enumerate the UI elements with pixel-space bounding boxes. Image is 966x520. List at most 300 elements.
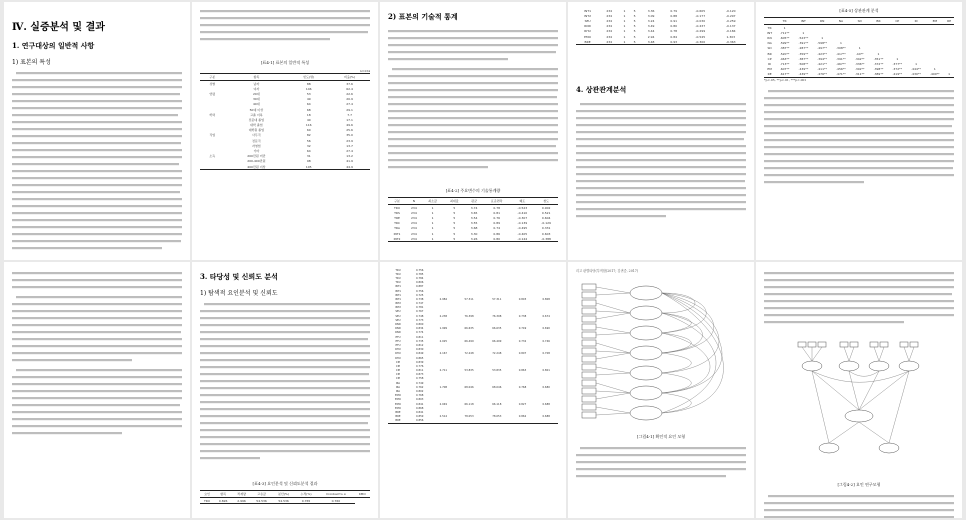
table-cell: 0.74 <box>493 226 501 231</box>
page-2 <box>192 2 378 260</box>
table-cell: 66.635 <box>464 327 474 331</box>
table-cell: 0.781 <box>416 306 424 310</box>
table-cell: 1 <box>431 210 434 215</box>
table-header-row <box>200 74 370 81</box>
table-cell: EFU <box>395 339 401 343</box>
table-cell: TRU <box>395 276 401 280</box>
table-caption: [표4-2] 주요변수의 기술통계량 <box>445 188 501 193</box>
table-cell: 0.841 <box>416 410 424 414</box>
figure-intro: 리고 판별타당(부적합)2017; 김귀중, 2017) <box>576 269 639 273</box>
table-cell: TRU <box>395 272 401 276</box>
table-cell: CPI <box>395 369 401 373</box>
table-cell: EFU <box>395 335 401 339</box>
table-cell: SEU <box>395 314 401 318</box>
table-cell: 0.839 <box>416 360 424 364</box>
table-cell: .351** <box>873 56 884 61</box>
table-cell: .471** <box>832 72 851 78</box>
table-cell: RHU <box>584 29 591 34</box>
table-row <box>576 39 746 45</box>
table-cell: .713** <box>779 61 790 66</box>
table-cell: .308** <box>836 46 846 51</box>
table-footnote: *p<.05, **p<.01, ***p<.001 <box>764 77 807 82</box>
table-cell: 0.808 <box>542 297 550 301</box>
table-cell: 44.9 <box>329 164 370 170</box>
table-cell: 1 <box>431 226 434 231</box>
table-cell: .599** <box>779 41 790 46</box>
table-cell: 400만원 이상 <box>224 164 288 170</box>
table-header-cell: RE <box>944 18 954 25</box>
table-cell: 1 <box>858 46 861 51</box>
table-cell: TRU <box>393 205 401 210</box>
table-cell: 0.887 <box>416 285 424 289</box>
table-cell: 0.690 <box>542 327 550 331</box>
table-cell: .377** <box>892 61 903 66</box>
table-cell: 27.4 <box>346 102 353 107</box>
table-cell: 0.862 <box>518 415 527 419</box>
table-cell: -0.495 <box>517 226 528 231</box>
table-cell: 0.803 <box>518 297 527 301</box>
table-cell: .342** <box>854 56 865 61</box>
table-cell: 3.48 <box>640 39 663 45</box>
table-cell: 0.767 <box>416 310 424 314</box>
table-cell: 5 <box>630 39 640 45</box>
table-header-cell: 비율(%) <box>329 74 370 81</box>
table-cell: .287** <box>798 46 809 51</box>
table-cell: RN <box>767 35 772 40</box>
table-cell: 학력 <box>209 112 216 117</box>
table-cell: 0.80 <box>670 24 678 29</box>
text-block <box>200 301 370 471</box>
text-block <box>388 28 558 178</box>
indicator-boxes <box>582 284 596 418</box>
table-cell: 0.826 <box>214 498 232 504</box>
table-cell: 1 <box>431 231 434 236</box>
table-cell: CPI <box>395 364 401 368</box>
table-cell: 68.046 <box>464 385 474 389</box>
table-cell: 0.708 <box>542 352 550 356</box>
table-cell: 1 <box>623 29 626 34</box>
table-cell: 78.053 <box>492 415 502 419</box>
table-cell: INT2 <box>394 306 401 310</box>
table-cell: .430** <box>907 72 926 78</box>
table-cell: 5 <box>453 221 456 226</box>
table-cell: 성별 <box>209 81 216 86</box>
page-6 <box>4 262 190 518</box>
table-cell: 13.2 <box>346 154 353 159</box>
table-cell: -0.120 <box>725 8 736 13</box>
table-cell: .398** <box>873 67 884 72</box>
table-cell: 5 <box>453 205 456 210</box>
table-cell: .463** <box>779 56 790 61</box>
table-cell: 0.81 <box>493 210 501 215</box>
table-cell: 1 <box>431 205 434 210</box>
table-cell: 0.756 <box>416 268 424 272</box>
table-cell: 0.738 <box>416 297 424 301</box>
table-cell: 2.94 <box>647 34 655 39</box>
table-cell: EMO <box>395 402 401 406</box>
table-body <box>388 205 558 242</box>
table-header-cell: N <box>406 198 422 205</box>
table-cell: SEU <box>584 18 591 23</box>
table-cell: TRU <box>395 268 401 272</box>
table-cell: 전문대 졸업 <box>248 117 265 122</box>
table-cell: 0.84 <box>670 34 678 39</box>
table-cell: 234 <box>411 215 417 220</box>
table-cell: .456** <box>836 67 846 72</box>
table-cell: 1 <box>619 39 629 45</box>
table-cell: 2.514 <box>439 415 448 419</box>
table-cell: .423** <box>817 51 827 56</box>
section-heading: 2) 표본의 기술적 통계 <box>388 12 458 21</box>
table-cell: .421** <box>817 61 827 66</box>
table-header-cell: Cronbach's α <box>317 491 354 498</box>
table-cell: 22.6 <box>346 91 353 96</box>
table-cell: 32 <box>306 143 311 148</box>
top-indicators <box>798 342 918 347</box>
table-cell: 0.865 <box>416 356 424 360</box>
table-cell: -0.259 <box>725 18 736 23</box>
table-cell: BRE <box>576 39 599 45</box>
table-body <box>576 8 746 45</box>
table-cell: 27.4 <box>346 149 353 154</box>
table-cell: 0.849 <box>416 352 424 356</box>
table-cell: 0.873 <box>416 373 424 377</box>
table-cell: 66.118 <box>492 402 502 406</box>
page-4 <box>568 2 754 260</box>
table-cell: 2.049 <box>439 402 448 406</box>
text-block <box>576 443 746 483</box>
table-header-cell: 왜도 <box>511 198 535 205</box>
table-cell: 98 <box>306 159 311 164</box>
table-cell: 56 <box>306 138 311 143</box>
table-cell: 5 <box>633 34 636 39</box>
table-cell: .44** <box>855 51 864 56</box>
table-cell: 1 <box>839 41 842 46</box>
table-cell: -0.030 <box>695 18 706 23</box>
table-cell: 200-400만원 <box>247 159 266 164</box>
table-cell: 53.835 <box>492 369 502 373</box>
table-cell: 5 <box>633 29 636 34</box>
table-cell: .391** <box>798 41 809 46</box>
table-cell: CPI <box>395 377 401 381</box>
table-cell: 2.025 <box>439 339 448 343</box>
table-cell: 3.30 <box>470 231 478 236</box>
page-5 <box>756 2 962 260</box>
table-cell: 0.680 <box>542 385 550 389</box>
table-body <box>200 498 370 504</box>
table-cell: 연령 <box>209 91 216 96</box>
table-cell: 0.768 <box>416 394 424 398</box>
table-cell: CP <box>767 56 772 61</box>
table-header-cell: 요인 <box>200 491 214 498</box>
page-10 <box>756 262 962 518</box>
table-cell: 1 <box>623 8 626 13</box>
table-cell: .598** <box>817 41 827 46</box>
table-cell: 0.841 <box>416 402 424 406</box>
table-cell: 0.776 <box>416 364 424 368</box>
table-cell: 2.996 <box>232 498 250 504</box>
table-cell: 31 <box>306 154 311 159</box>
table-header-cell: EM <box>925 18 944 25</box>
table-cell: 53 <box>306 91 311 96</box>
text-block <box>764 82 954 192</box>
table-cell: 0.807 <box>518 352 527 356</box>
table-cell: 0.749 <box>518 327 527 331</box>
table-cell: 3.24 <box>647 18 655 23</box>
table-cell: -0.139 <box>517 221 528 226</box>
table-cell: 남자 <box>253 81 260 86</box>
table-cell: 1 <box>623 24 626 29</box>
table-cell: 30대 <box>253 97 260 102</box>
table-cell: 234 <box>411 226 417 231</box>
table-cell: BRE <box>388 419 408 424</box>
table-cell: SEU <box>395 318 401 322</box>
table-cell: BRE <box>395 410 401 414</box>
table-cell: 49 <box>306 97 311 102</box>
table-cell <box>534 419 558 424</box>
table-cell: .394** <box>817 56 827 61</box>
table-cell: 234 <box>411 221 417 226</box>
table-cell: 1 <box>896 56 899 61</box>
table-header-cell: 최대값 <box>444 198 466 205</box>
page-8 <box>380 262 566 518</box>
table-header-cell: NA <box>832 18 851 25</box>
table-cell: 2.711 <box>439 369 448 373</box>
table-cell: 0.603 <box>541 231 551 236</box>
table-cell: 20대 <box>253 91 260 96</box>
table-cell: 자영업 <box>252 143 261 148</box>
table-cell: .302** <box>854 67 865 72</box>
table-cell: 0.760 <box>317 498 354 504</box>
table-cell: EFU <box>395 343 401 347</box>
page-3 <box>380 2 566 260</box>
table-cell: RI <box>768 61 772 66</box>
table-cell: IRA <box>395 385 401 389</box>
table-cell: 66.635 <box>492 327 502 331</box>
table-cell: -0.405 <box>517 231 528 236</box>
table-cell: 5 <box>633 13 636 18</box>
table-body <box>200 81 370 170</box>
table-header-cell: KMO <box>355 491 370 498</box>
table-header-cell: 표준편차 <box>483 198 511 205</box>
table-cell: 40 <box>306 117 311 122</box>
table-cell: EMO <box>395 398 401 402</box>
table-cell: 0.738 <box>518 314 527 318</box>
table-cell: 72.248 <box>492 352 502 356</box>
table-cell: 64 <box>306 102 311 107</box>
table-cell: 1 <box>915 61 918 66</box>
table-cell: INT1 <box>394 285 401 289</box>
correlation-table <box>764 17 954 78</box>
table-cell: 3.55 <box>470 221 478 226</box>
table-cell: 5 <box>453 231 456 236</box>
table-cell: 대학원 졸업 <box>248 128 265 133</box>
table-cell: 0.732 <box>518 339 527 343</box>
table-cell: 0.86 <box>493 231 501 236</box>
table-header-cell: 적재량 <box>232 491 250 498</box>
table-cell: 13.7 <box>346 143 353 148</box>
table-cell: 54.536 <box>251 498 273 504</box>
table-header-cell: 평균 <box>465 198 483 205</box>
table-cell: .467** <box>836 61 846 66</box>
table-cell: -0.605 <box>695 8 706 13</box>
subsection-heading: 1) 탐색적 요인분석 및 신뢰도 <box>200 290 278 297</box>
table-cell: RHU <box>395 356 401 360</box>
table-caption: [표4-3] 요인분석 및 신뢰도분석 결과 <box>252 481 318 486</box>
table-cell: 0.811 <box>416 335 424 339</box>
table-cell: NA <box>767 41 772 46</box>
text-block <box>764 491 954 518</box>
table-cell: 17.1 <box>346 117 353 122</box>
table-cell: .400** <box>925 72 944 78</box>
page-1 <box>4 2 190 260</box>
table-cell: .444** <box>911 67 921 72</box>
table-cell: 234 <box>606 18 613 23</box>
table-cell: INT2 <box>388 236 406 242</box>
table-cell: .387** <box>798 56 809 61</box>
table-cell: 78.053 <box>464 415 474 419</box>
table-cell <box>455 419 483 424</box>
table-cell: 0.331 <box>541 226 551 231</box>
table-cell: .617** <box>775 72 794 78</box>
table-cell: 2.984 <box>439 297 448 301</box>
table-cell: -0.129 <box>541 221 551 226</box>
table-cell: 29.1 <box>346 107 353 112</box>
table-cell: 234 <box>599 39 619 45</box>
table-cell: 3.09 <box>647 13 655 18</box>
table-cell: 소득 <box>209 154 216 159</box>
table-cell: 88 <box>306 81 311 86</box>
table-caption: [표4-1] 표본의 일반적 특성 <box>260 60 310 65</box>
table-cell: 0.830 <box>416 348 424 352</box>
table-cell: 1.303 <box>726 34 736 39</box>
table-cell: 1 <box>431 221 434 226</box>
table-cell: 0.902 <box>541 205 551 210</box>
table-cell: 0.812 <box>416 343 424 347</box>
table-cell: 0.806 <box>416 281 424 285</box>
table-cell: 0.88 <box>670 13 678 18</box>
table-header-cell: RI <box>907 18 926 25</box>
section-heading: 1. 연구대상의 일반적 사항 <box>12 41 95 50</box>
text-block <box>764 268 954 332</box>
table-cell: TRE <box>394 215 400 220</box>
table-cell: 1 <box>623 13 626 18</box>
table-cell: 0.834 <box>416 327 424 331</box>
table-cell: 0.762 <box>416 385 424 389</box>
table-header-cell: 분산(%) <box>272 491 294 498</box>
table-cell: RE <box>764 72 775 78</box>
table-row <box>200 164 370 170</box>
table-cell: 3.68 <box>470 226 478 231</box>
table-cell: 37.6 <box>346 81 353 86</box>
table-cell: -0.299 <box>695 29 706 34</box>
table-cell: 5 <box>444 236 466 242</box>
table-cell: 0.800 <box>416 323 424 327</box>
table-cell: 1 <box>623 18 626 23</box>
table-cell: 0.773 <box>416 318 424 322</box>
descriptive-stats-table-continued <box>576 8 746 45</box>
table-header-cell: CP <box>888 18 907 25</box>
table-cell: RHU <box>395 348 401 352</box>
table-body <box>388 268 558 423</box>
table-cell: -0.523 <box>517 205 528 210</box>
table-cell: .389** <box>869 72 888 78</box>
section-heading: 4. 상관관계분석 <box>576 85 627 95</box>
table-header-cell: 구분 <box>388 198 406 205</box>
table-cell: 5 <box>633 24 636 29</box>
section-heading: 3. 타당성 및 신뢰도 분석 <box>200 272 278 281</box>
table-cell: -0.177 <box>695 13 706 18</box>
table-cell: .411** <box>817 67 827 72</box>
page-7 <box>192 262 378 518</box>
table-cell: 1 <box>821 35 824 40</box>
table-cell: 7.7 <box>347 112 352 117</box>
table-note: n=234 <box>359 69 370 73</box>
table-cell: -0.144 <box>511 236 535 242</box>
text-block <box>200 8 370 50</box>
table-cell: .497** <box>817 46 827 51</box>
table-cell: 234 <box>411 231 417 236</box>
table-cell: .605** <box>779 35 790 40</box>
table-cell: .311** <box>850 72 869 78</box>
table-header-cell: RN <box>813 18 832 25</box>
table-cell: 0.76 <box>493 215 501 220</box>
table-cell: .419** <box>888 72 907 78</box>
table-cell: SEU <box>395 310 401 314</box>
table-cell: 3.44 <box>647 29 655 34</box>
table-cell: INT1 <box>394 289 401 293</box>
table-cell: 고졸 이하 <box>250 112 263 117</box>
table-cell: .523** <box>798 35 809 40</box>
table-cell: 0.803 <box>416 398 424 402</box>
table-cell: 57.311 <box>492 297 502 301</box>
table-cell: INT <box>767 30 773 35</box>
table-cell: 68 <box>306 107 311 112</box>
table-header-cell: 누적(%) <box>295 491 317 498</box>
table-cell: 200만원 미만 <box>247 154 266 159</box>
table-cell: 0.749 <box>416 381 424 385</box>
table-cell: .520** <box>779 51 790 56</box>
table-cell: 2.238 <box>439 314 448 318</box>
table-cell: 5 <box>633 18 636 23</box>
table-cell: 0.604 <box>541 215 551 220</box>
text-block <box>12 70 182 254</box>
table-cell: 사무직 <box>252 133 261 138</box>
table-cell: 0.79 <box>670 8 678 13</box>
table-header-row <box>388 198 558 205</box>
table-cell: SD <box>767 46 772 51</box>
table-cell: 2.167 <box>439 352 448 356</box>
table-cell: .508** <box>798 61 809 66</box>
table-cell: TRU <box>395 281 401 285</box>
table-cell: 1 <box>944 72 954 78</box>
table-cell: 54.536 <box>272 498 294 504</box>
table-cell: 116 <box>305 123 312 128</box>
table-cell: 1.999 <box>439 327 448 331</box>
table-cell: BR <box>767 51 772 56</box>
table-cell: 0.93 <box>662 39 685 45</box>
table-cell <box>511 419 535 424</box>
table-cell: -0.137 <box>725 24 736 29</box>
table-cell: 0.868 <box>416 406 424 410</box>
table-cell: 0.859 <box>416 415 424 419</box>
table-cell: .476** <box>813 72 832 78</box>
subsection-heading: 1) 표본의 특성 <box>12 59 51 66</box>
table-cell: 18 <box>306 112 311 117</box>
table-cell: 66.499 <box>464 339 474 343</box>
table-cell: IRA <box>395 381 401 385</box>
table-header-row <box>764 18 954 25</box>
